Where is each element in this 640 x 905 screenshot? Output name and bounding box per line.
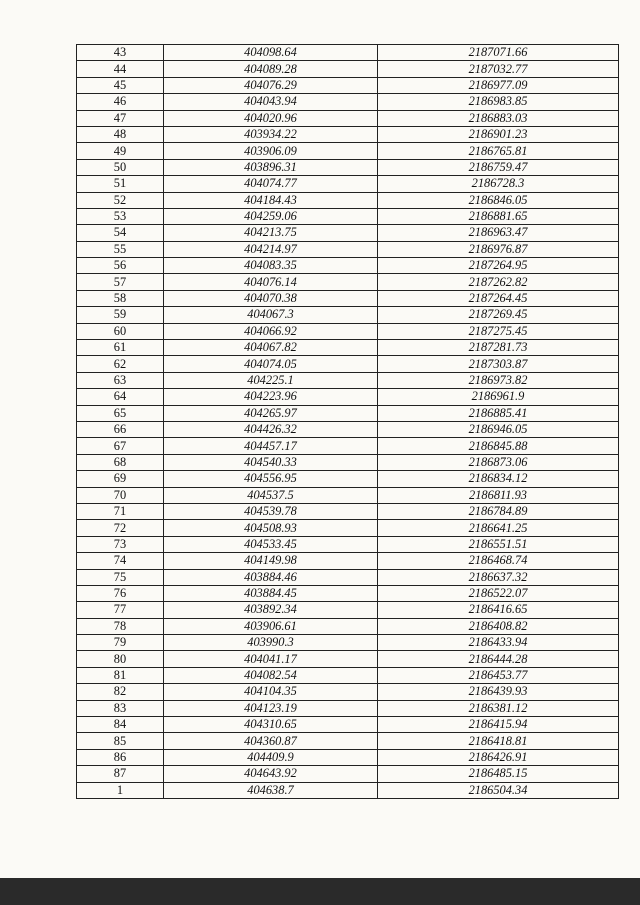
x-coordinate-cell: 404213.75 xyxy=(164,225,378,241)
x-coordinate-cell: 403884.45 xyxy=(164,585,378,601)
table-row xyxy=(77,143,619,159)
table-row xyxy=(77,274,619,290)
point-number-cell: 46 xyxy=(77,94,164,110)
point-number-cell: 61 xyxy=(77,340,164,356)
y-coordinate-cell: 2186983.85 xyxy=(378,94,619,110)
table-row xyxy=(77,176,619,192)
y-coordinate-cell: 2187262.82 xyxy=(378,274,619,290)
x-coordinate-cell: 404457.17 xyxy=(164,438,378,454)
x-coordinate-cell: 404066.92 xyxy=(164,323,378,339)
y-coordinate-cell: 2186961.9 xyxy=(378,389,619,405)
x-coordinate-cell: 404643.92 xyxy=(164,766,378,782)
point-number-cell: 44 xyxy=(77,61,164,77)
y-coordinate-cell: 2186883.03 xyxy=(378,110,619,126)
x-coordinate-cell: 404556.95 xyxy=(164,471,378,487)
point-number-cell: 47 xyxy=(77,110,164,126)
x-coordinate-cell: 404225.1 xyxy=(164,372,378,388)
point-number-cell: 68 xyxy=(77,454,164,470)
x-coordinate-cell: 404083.35 xyxy=(164,258,378,274)
table-row xyxy=(77,618,619,634)
point-number-cell: 58 xyxy=(77,290,164,306)
point-number-cell: 70 xyxy=(77,487,164,503)
point-number-cell: 69 xyxy=(77,471,164,487)
y-coordinate-cell: 2186641.25 xyxy=(378,520,619,536)
table-row xyxy=(77,77,619,93)
point-number-cell: 64 xyxy=(77,389,164,405)
point-number-cell: 67 xyxy=(77,438,164,454)
table-row xyxy=(77,569,619,585)
table-row xyxy=(77,61,619,77)
point-number-cell: 43 xyxy=(77,45,164,61)
table-row xyxy=(77,520,619,536)
point-number-cell: 51 xyxy=(77,176,164,192)
y-coordinate-cell: 2186973.82 xyxy=(378,372,619,388)
point-number-cell: 75 xyxy=(77,569,164,585)
y-coordinate-cell: 2186416.65 xyxy=(378,602,619,618)
point-number-cell: 87 xyxy=(77,766,164,782)
x-coordinate-cell: 404533.45 xyxy=(164,536,378,552)
y-coordinate-cell: 2186381.12 xyxy=(378,700,619,716)
x-coordinate-cell: 403990.3 xyxy=(164,635,378,651)
x-coordinate-cell: 404082.54 xyxy=(164,667,378,683)
y-coordinate-cell: 2186811.93 xyxy=(378,487,619,503)
point-number-cell: 54 xyxy=(77,225,164,241)
y-coordinate-cell: 2187275.45 xyxy=(378,323,619,339)
y-coordinate-cell: 2186976.87 xyxy=(378,241,619,257)
point-number-cell: 1 xyxy=(77,782,164,798)
x-coordinate-cell: 404074.05 xyxy=(164,356,378,372)
point-number-cell: 72 xyxy=(77,520,164,536)
table-row xyxy=(77,208,619,224)
table-row xyxy=(77,553,619,569)
table-row xyxy=(77,667,619,683)
point-number-cell: 62 xyxy=(77,356,164,372)
point-number-cell: 83 xyxy=(77,700,164,716)
x-coordinate-cell: 404426.32 xyxy=(164,421,378,437)
x-coordinate-cell: 404098.64 xyxy=(164,45,378,61)
x-coordinate-cell: 404104.35 xyxy=(164,684,378,700)
table-row xyxy=(77,340,619,356)
x-coordinate-cell: 403892.34 xyxy=(164,602,378,618)
table-row xyxy=(77,684,619,700)
point-number-cell: 76 xyxy=(77,585,164,601)
point-number-cell: 86 xyxy=(77,749,164,765)
y-coordinate-cell: 2186485.15 xyxy=(378,766,619,782)
point-number-cell: 77 xyxy=(77,602,164,618)
x-coordinate-cell: 404638.7 xyxy=(164,782,378,798)
x-coordinate-cell: 404041.17 xyxy=(164,651,378,667)
x-coordinate-cell: 404539.78 xyxy=(164,503,378,519)
x-coordinate-cell: 403934.22 xyxy=(164,126,378,142)
x-coordinate-cell: 404508.93 xyxy=(164,520,378,536)
table-row xyxy=(77,126,619,142)
point-number-cell: 60 xyxy=(77,323,164,339)
table-row xyxy=(77,635,619,651)
x-coordinate-cell: 404067.3 xyxy=(164,307,378,323)
y-coordinate-cell: 2186468.74 xyxy=(378,553,619,569)
x-coordinate-cell: 404067.82 xyxy=(164,340,378,356)
point-number-cell: 74 xyxy=(77,553,164,569)
table-row xyxy=(77,94,619,110)
y-coordinate-cell: 2187269.45 xyxy=(378,307,619,323)
y-coordinate-cell: 2186444.28 xyxy=(378,651,619,667)
x-coordinate-cell: 403906.61 xyxy=(164,618,378,634)
x-coordinate-cell: 404070.38 xyxy=(164,290,378,306)
table-row xyxy=(77,192,619,208)
y-coordinate-cell: 2186846.05 xyxy=(378,192,619,208)
y-coordinate-cell: 2186433.94 xyxy=(378,635,619,651)
y-coordinate-cell: 2187264.45 xyxy=(378,290,619,306)
x-coordinate-cell: 404076.14 xyxy=(164,274,378,290)
point-number-cell: 78 xyxy=(77,618,164,634)
x-coordinate-cell: 404360.87 xyxy=(164,733,378,749)
x-coordinate-cell: 404265.97 xyxy=(164,405,378,421)
y-coordinate-cell: 2187303.87 xyxy=(378,356,619,372)
table-row xyxy=(77,405,619,421)
point-number-cell: 59 xyxy=(77,307,164,323)
table-row xyxy=(77,45,619,61)
table-row xyxy=(77,782,619,798)
x-coordinate-cell: 404184.43 xyxy=(164,192,378,208)
point-number-cell: 71 xyxy=(77,503,164,519)
y-coordinate-cell: 2186834.12 xyxy=(378,471,619,487)
x-coordinate-cell: 404043.94 xyxy=(164,94,378,110)
table-row xyxy=(77,503,619,519)
point-number-cell: 79 xyxy=(77,635,164,651)
table-row xyxy=(77,290,619,306)
x-coordinate-cell: 404149.98 xyxy=(164,553,378,569)
y-coordinate-cell: 2187032.77 xyxy=(378,61,619,77)
y-coordinate-cell: 2186418.81 xyxy=(378,733,619,749)
x-coordinate-cell: 404089.28 xyxy=(164,61,378,77)
point-number-cell: 81 xyxy=(77,667,164,683)
x-coordinate-cell: 404223.96 xyxy=(164,389,378,405)
table-row xyxy=(77,323,619,339)
table-row xyxy=(77,487,619,503)
x-coordinate-cell: 404214.97 xyxy=(164,241,378,257)
x-coordinate-cell: 403896.31 xyxy=(164,159,378,175)
y-coordinate-cell: 2186453.77 xyxy=(378,667,619,683)
point-number-cell: 49 xyxy=(77,143,164,159)
point-number-cell: 48 xyxy=(77,126,164,142)
point-number-cell: 80 xyxy=(77,651,164,667)
y-coordinate-cell: 2186946.05 xyxy=(378,421,619,437)
point-number-cell: 85 xyxy=(77,733,164,749)
x-coordinate-cell: 404540.33 xyxy=(164,454,378,470)
point-number-cell: 53 xyxy=(77,208,164,224)
table-row xyxy=(77,536,619,552)
point-number-cell: 63 xyxy=(77,372,164,388)
scanner-border xyxy=(0,878,640,905)
y-coordinate-cell: 2186504.34 xyxy=(378,782,619,798)
y-coordinate-cell: 2186426.91 xyxy=(378,749,619,765)
point-number-cell: 55 xyxy=(77,241,164,257)
table-row xyxy=(77,307,619,323)
y-coordinate-cell: 2186885.41 xyxy=(378,405,619,421)
coordinates-table-body xyxy=(77,45,619,799)
y-coordinate-cell: 2186759.47 xyxy=(378,159,619,175)
table-row xyxy=(77,372,619,388)
table-row xyxy=(77,159,619,175)
point-number-cell: 45 xyxy=(77,77,164,93)
y-coordinate-cell: 2186873.06 xyxy=(378,454,619,470)
x-coordinate-cell: 404123.19 xyxy=(164,700,378,716)
y-coordinate-cell: 2186977.09 xyxy=(378,77,619,93)
table-row xyxy=(77,585,619,601)
table-row xyxy=(77,766,619,782)
table-row xyxy=(77,438,619,454)
y-coordinate-cell: 2186765.81 xyxy=(378,143,619,159)
y-coordinate-cell: 2186901.23 xyxy=(378,126,619,142)
x-coordinate-cell: 403884.46 xyxy=(164,569,378,585)
x-coordinate-cell: 404409.9 xyxy=(164,749,378,765)
y-coordinate-cell: 2186728.3 xyxy=(378,176,619,192)
x-coordinate-cell: 403906.09 xyxy=(164,143,378,159)
y-coordinate-cell: 2186408.82 xyxy=(378,618,619,634)
point-number-cell: 84 xyxy=(77,717,164,733)
y-coordinate-cell: 2186415.94 xyxy=(378,717,619,733)
table-row xyxy=(77,110,619,126)
table-row xyxy=(77,421,619,437)
y-coordinate-cell: 2186963.47 xyxy=(378,225,619,241)
x-coordinate-cell: 404259.06 xyxy=(164,208,378,224)
x-coordinate-cell: 404074.77 xyxy=(164,176,378,192)
x-coordinate-cell: 404310.65 xyxy=(164,717,378,733)
point-number-cell: 52 xyxy=(77,192,164,208)
y-coordinate-cell: 2186551.51 xyxy=(378,536,619,552)
table-row xyxy=(77,225,619,241)
table-row xyxy=(77,717,619,733)
x-coordinate-cell: 404537.5 xyxy=(164,487,378,503)
table-row xyxy=(77,389,619,405)
x-coordinate-cell: 404020.96 xyxy=(164,110,378,126)
table-row xyxy=(77,241,619,257)
point-number-cell: 82 xyxy=(77,684,164,700)
y-coordinate-cell: 2187264.95 xyxy=(378,258,619,274)
table-row xyxy=(77,651,619,667)
table-row xyxy=(77,356,619,372)
point-number-cell: 73 xyxy=(77,536,164,552)
y-coordinate-cell: 2186522.07 xyxy=(378,585,619,601)
table-row xyxy=(77,602,619,618)
table-row xyxy=(77,733,619,749)
table-row xyxy=(77,258,619,274)
table-row xyxy=(77,749,619,765)
point-number-cell: 56 xyxy=(77,258,164,274)
y-coordinate-cell: 2187281.73 xyxy=(378,340,619,356)
point-number-cell: 65 xyxy=(77,405,164,421)
point-number-cell: 57 xyxy=(77,274,164,290)
table-row xyxy=(77,471,619,487)
point-number-cell: 66 xyxy=(77,421,164,437)
y-coordinate-cell: 2187071.66 xyxy=(378,45,619,61)
y-coordinate-cell: 2186637.32 xyxy=(378,569,619,585)
y-coordinate-cell: 2186881.65 xyxy=(378,208,619,224)
y-coordinate-cell: 2186439.93 xyxy=(378,684,619,700)
y-coordinate-cell: 2186784.89 xyxy=(378,503,619,519)
table-row xyxy=(77,454,619,470)
x-coordinate-cell: 404076.29 xyxy=(164,77,378,93)
y-coordinate-cell: 2186845.88 xyxy=(378,438,619,454)
table-row xyxy=(77,700,619,716)
coordinates-table xyxy=(76,44,619,799)
point-number-cell: 50 xyxy=(77,159,164,175)
